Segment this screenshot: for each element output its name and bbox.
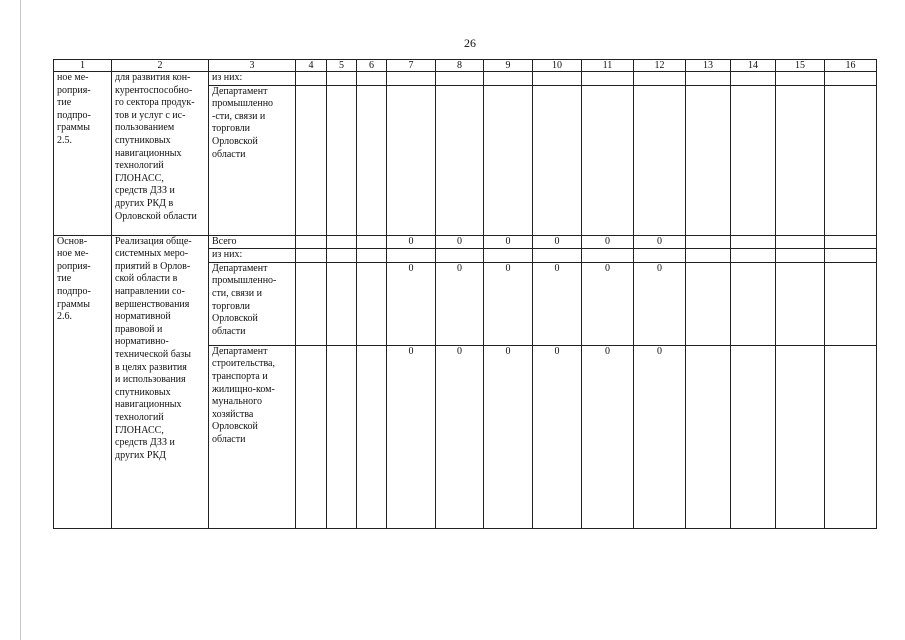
- value-cell: [484, 249, 533, 263]
- value-cell: 0: [582, 345, 634, 528]
- header-row: [54, 60, 877, 72]
- value-cell: [634, 249, 686, 263]
- table-row: [54, 72, 877, 86]
- value-cell: [357, 249, 387, 263]
- value-cell: [296, 262, 327, 345]
- value-cell: 0: [533, 235, 582, 249]
- value-cell: [686, 345, 731, 528]
- value-cell: [825, 345, 877, 528]
- executor-label: Департамент строительства, транспорта и жилищно-ком- мунального хозяйства Орловской области: [209, 345, 296, 528]
- value-cell: 0: [582, 262, 634, 345]
- value-cell: [357, 262, 387, 345]
- value-cell: [776, 249, 825, 263]
- value-cell: [686, 235, 731, 249]
- value-cell: [731, 235, 776, 249]
- column-header: 3: [209, 60, 296, 72]
- value-cell: [825, 262, 877, 345]
- program-table: [53, 59, 877, 529]
- value-cell: [686, 249, 731, 263]
- executor-label: Департамент промышленно -сти, связи и торговли Орловской области: [209, 85, 296, 235]
- value-cell: 0: [484, 262, 533, 345]
- value-cell: [731, 345, 776, 528]
- column-header: 5: [327, 60, 357, 72]
- executor-label: Всего: [209, 235, 296, 249]
- value-cell: 0: [436, 235, 484, 249]
- activity-description: Реализация обще- системных меро- приятий в Орлов- ской области в направлении со- вершенствования нормативной правовой и нормативно- технической базы в целях развития и использования спутниковых навигационных технологий ГЛОНАСС, средств ДЗЗ и других РКД: [112, 235, 209, 528]
- value-cell: [776, 235, 825, 249]
- value-cell: [686, 262, 731, 345]
- activity-code: ное ме- роприя- тие подпро- граммы 2.5.: [54, 72, 112, 236]
- value-cell: 0: [484, 345, 533, 528]
- column-header: 13: [686, 60, 731, 72]
- column-header: 16: [825, 60, 877, 72]
- value-cell: [436, 249, 484, 263]
- executor-label: Департамент промышленно- сти, связи и торговли Орловской области: [209, 262, 296, 345]
- value-cell: 0: [436, 262, 484, 345]
- value-cell: 0: [533, 262, 582, 345]
- value-cell: 0: [387, 235, 436, 249]
- scan-edge-line: [20, 0, 21, 640]
- activity-code: Основ- ное ме- роприя- тие подпро- граммы 2.6.: [54, 235, 112, 528]
- value-cell: 0: [634, 345, 686, 528]
- column-header: 7: [387, 60, 436, 72]
- value-cell: [731, 249, 776, 263]
- column-header: 12: [634, 60, 686, 72]
- value-cell: 0: [634, 262, 686, 345]
- value-cell: [296, 235, 327, 249]
- value-cell: 0: [387, 345, 436, 528]
- value-cell: [296, 249, 327, 263]
- value-cell: [357, 345, 387, 528]
- value-cell: [776, 345, 825, 528]
- value-cell: [357, 235, 387, 249]
- value-cell: [825, 249, 877, 263]
- column-header: 10: [533, 60, 582, 72]
- value-cell: 0: [533, 345, 582, 528]
- value-cell: 0: [634, 235, 686, 249]
- value-cell: [327, 235, 357, 249]
- column-header: 1: [54, 60, 112, 72]
- value-cell: [296, 345, 327, 528]
- column-header: 9: [484, 60, 533, 72]
- value-cell: [327, 345, 357, 528]
- value-cell: 0: [387, 262, 436, 345]
- value-cell: 0: [582, 235, 634, 249]
- executor-label: из них:: [209, 249, 296, 263]
- value-cell: [582, 249, 634, 263]
- value-cell: [387, 249, 436, 263]
- column-header: 2: [112, 60, 209, 72]
- executor-label: из них:: [209, 72, 296, 86]
- value-cell: [825, 235, 877, 249]
- page-number: 26: [464, 36, 476, 50]
- column-header: 15: [776, 60, 825, 72]
- activity-description: для развития кон- курентоспособно- го сектора продук- тов и услуг с ис- пользованием спутниковых навигационных технологий ГЛОНАСС, средств ДЗЗ и других РКД в Орловской области: [112, 72, 209, 236]
- value-cell: [776, 262, 825, 345]
- value-cell: [731, 262, 776, 345]
- column-header: 6: [357, 60, 387, 72]
- table-row: [54, 235, 877, 249]
- value-cell: 0: [484, 235, 533, 249]
- value-cell: [327, 262, 357, 345]
- column-header: 4: [296, 60, 327, 72]
- value-cell: 0: [436, 345, 484, 528]
- value-cell: [327, 249, 357, 263]
- column-header: 8: [436, 60, 484, 72]
- column-header: 14: [731, 60, 776, 72]
- column-header: 11: [582, 60, 634, 72]
- value-cell: [533, 249, 582, 263]
